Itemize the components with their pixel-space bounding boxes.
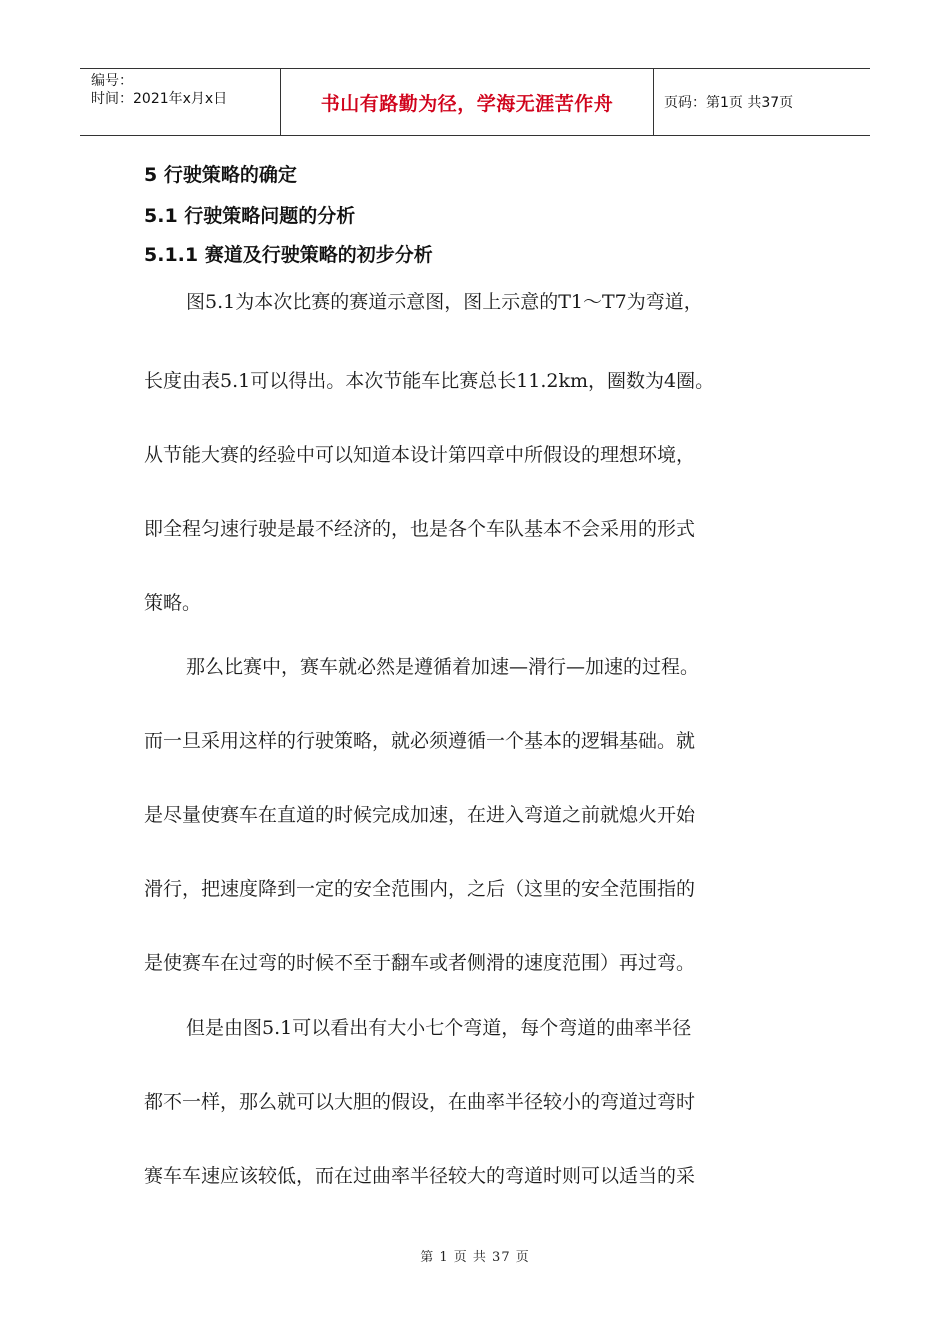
subsection-heading: 5.1.1 赛道及行驶策略的初步分析 — [144, 244, 433, 266]
header-motto: 书山有路勤为径，学海无涯苦作舟 — [281, 69, 654, 135]
chapter-heading: 5 行驶策略的确定 — [144, 164, 297, 186]
body-line: 长度由表5.1可以得出。本次节能车比赛总长11.2km，圈数为4圈。 — [144, 370, 715, 392]
body-line: 那么比赛中，赛车就必然是遵循着加速—滑行—加速的过程。 — [186, 656, 700, 678]
body-line: 是使赛车在过弯的时候不至于翻车或者侧滑的速度范围）再过弯。 — [144, 952, 696, 974]
body-line: 但是由图5.1可以看出有大小七个弯道，每个弯道的曲率半径 — [186, 1017, 692, 1039]
page-footer: 第 1 页 共 37 页 — [420, 1250, 530, 1265]
body-line: 图5.1为本次比赛的赛道示意图，图上示意的T1～T7为弯道， — [186, 291, 703, 313]
body-line: 即全程匀速行驶是最不经济的，也是各个车队基本不会采用的形式 — [144, 518, 696, 540]
header-table — [80, 68, 870, 136]
body-line: 赛车车速应该较低，而在过曲率半径较大的弯道时则可以适当的采 — [144, 1165, 696, 1187]
document-date-label: 时间：2021年x月x日 — [91, 91, 228, 107]
header-page-label: 页码：第1页 共37页 — [664, 95, 794, 111]
body-line: 从节能大赛的经验中可以知道本设计第四章中所假设的理想环境， — [144, 444, 696, 466]
body-line: 都不一样，那么就可以大胆的假设，在曲率半径较小的弯道过弯时 — [144, 1091, 696, 1113]
section-heading: 5.1 行驶策略问题的分析 — [144, 205, 356, 227]
header-meta-cell — [80, 69, 281, 135]
body-line: 而一旦采用这样的行驶策略，就必须遵循一个基本的逻辑基础。就 — [144, 730, 696, 752]
document-number-label: 编号： — [91, 73, 133, 89]
body-line: 是尽量使赛车在直道的时候完成加速，在进入弯道之前就熄火开始 — [144, 804, 696, 826]
body-line: 策略。 — [144, 592, 202, 614]
body-line: 滑行，把速度降到一定的安全范围内，之后（这里的安全范围指的 — [144, 878, 696, 900]
